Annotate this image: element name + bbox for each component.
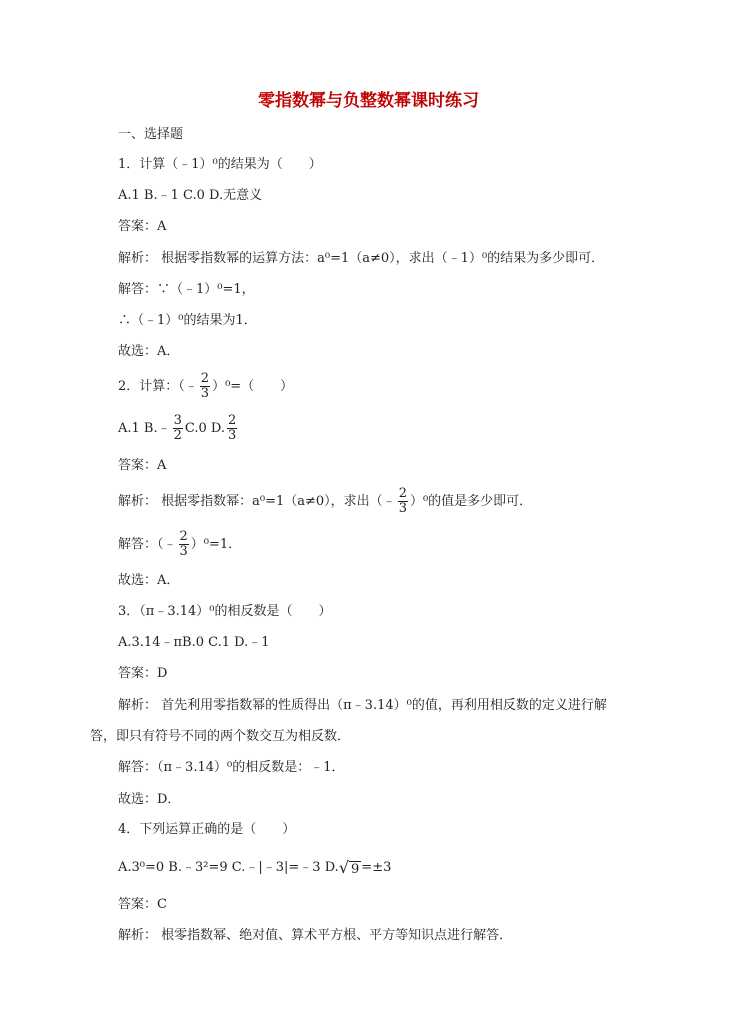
q2-options	[118, 414, 239, 443]
fraction-three-halves	[173, 414, 183, 443]
q1-solution-1: 解答：∵（﹣1）⁰=1，	[118, 282, 255, 297]
fraction-two-thirds	[179, 530, 189, 559]
q1-answer: 答案：A	[118, 219, 167, 234]
fraction-denominator: 2	[173, 428, 182, 443]
page-title: 零指数幂与负整数幂课时练习	[258, 91, 479, 111]
section-heading: 一、选择题	[118, 127, 184, 142]
q2-solution-post: ）⁰=1．	[190, 536, 242, 552]
q3-solution: 解答：（π﹣3.14）⁰的相反数是：﹣1．	[118, 760, 345, 775]
q2-stem-pre: 2．计算：（﹣	[118, 378, 198, 394]
fraction-denominator: 3	[398, 501, 407, 516]
q1-analysis: 解析： 根据零指数幂的运算方法：a⁰=1（a≠0），求出（﹣1）⁰的结果为多少即可．	[118, 251, 605, 266]
q1-options: A.1 B.﹣1 C.0 D.无意义	[118, 188, 263, 203]
q2-answer: 答案：A	[118, 458, 167, 473]
fraction-numerator: 3	[173, 413, 182, 428]
fraction-denominator: 3	[228, 428, 237, 443]
q3-stem: 3．（π﹣3.14）⁰的相反数是（ ）	[118, 604, 332, 619]
fraction-two-thirds	[200, 372, 210, 401]
q1-stem: 1．计算（﹣1）⁰的结果为（ ）	[118, 157, 322, 172]
square-root-symbol	[339, 859, 361, 878]
q1-choose: 故选：A．	[118, 344, 180, 359]
q2-solution-pre: 解答：（﹣	[118, 536, 177, 552]
fraction-two-thirds	[398, 487, 408, 516]
q4-options	[118, 858, 391, 878]
q4-opt-pre: A.3⁰=0 B.﹣3²=9 C.﹣|﹣3|=﹣3 D.	[118, 860, 339, 875]
fraction-numerator: 2	[228, 413, 237, 428]
q4-analysis: 解析： 根零指数幂、绝对值、算术平方根、平方等知识点进行解答．	[118, 928, 513, 943]
q1-solution-2: ∴（﹣1）⁰的结果为1．	[118, 313, 257, 328]
q4-answer: 答案：C	[118, 897, 167, 912]
fraction-numerator: 2	[398, 486, 407, 501]
q3-answer: 答案：D	[118, 666, 168, 681]
fraction-numerator: 2	[179, 529, 188, 544]
q2-analysis-pre: 解析： 根据零指数幂：a⁰=1（a≠0），求出（﹣	[118, 493, 396, 509]
q2-stem-post: ）⁰=（ ）	[212, 378, 294, 394]
q3-analysis-1: 解析： 首先利用零指数幂的性质得出（π﹣3.14）⁰的值，再利用相反数的定义进行解	[118, 698, 607, 713]
q2-solution	[118, 530, 241, 559]
q2-choose: 故选：A．	[118, 573, 180, 588]
q3-analysis-2: 答，即只有符号不同的两个数交互为相反数．	[90, 729, 351, 744]
q4-opt-post: =±3	[361, 860, 392, 875]
q3-choose: 故选：D．	[118, 792, 181, 807]
q4-stem: 4．下列运算正确的是（ ）	[118, 822, 296, 837]
fraction-denominator: 3	[179, 544, 188, 559]
fraction-two-thirds	[227, 414, 237, 443]
q2-analysis-post: ）⁰的值是多少即可．	[409, 493, 533, 509]
fraction-denominator: 3	[200, 386, 210, 401]
fraction-numerator: 2	[200, 371, 210, 386]
q2-opt-c: C.0 D.	[184, 420, 226, 436]
q2-opt-a: A.1 B.﹣	[118, 420, 171, 436]
q2-stem	[118, 372, 293, 401]
q3-options: A.3.14﹣πB.0 C.1 D.﹣1	[118, 635, 270, 650]
radical-sign-icon: √	[338, 857, 350, 877]
q2-analysis	[118, 487, 532, 516]
radicand: 9	[351, 861, 360, 877]
